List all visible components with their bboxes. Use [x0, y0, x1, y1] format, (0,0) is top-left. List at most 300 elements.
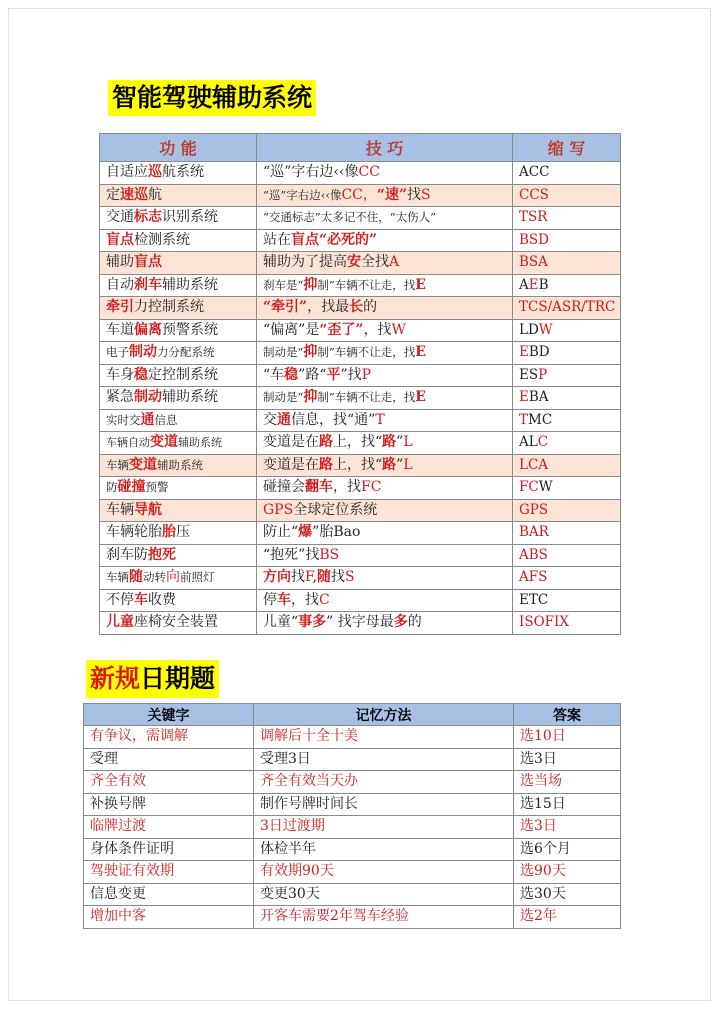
text-segment: 偏离 [134, 321, 162, 338]
text-segment: W [538, 321, 553, 338]
text-segment: ES [519, 366, 539, 383]
keyword-cell: 信息变更 [84, 883, 254, 906]
text-segment: 信息 [154, 412, 178, 427]
technique-cell [257, 409, 513, 432]
keyword-cell: 受理 [84, 748, 254, 771]
title-black-part: 日期题 [140, 664, 216, 693]
adas-table [99, 133, 621, 635]
text-segment: ETC [519, 591, 549, 608]
text-segment: 航系统 [162, 164, 204, 181]
technique-cell [257, 477, 513, 500]
text-segment: 停 [263, 591, 277, 608]
text-segment: 定 [106, 186, 120, 203]
table-row [100, 544, 621, 567]
function-cell [100, 589, 257, 612]
function-cell [100, 409, 257, 432]
text-segment: CC [358, 164, 380, 181]
table-row [84, 883, 621, 906]
table-row [84, 771, 621, 794]
text-segment: MC [528, 411, 553, 428]
text-segment: 刹车 [134, 276, 162, 293]
text-segment: 交 [263, 411, 277, 428]
text-segment: 座椅安全装置 [134, 614, 218, 631]
text-segment: “交通标志”太多记不住，“太伤人” [263, 210, 437, 225]
text-segment: 不停 [106, 591, 134, 608]
memory-method-cell: 变更30天 [254, 883, 514, 906]
text-segment: 辅助系统 [162, 389, 218, 406]
text-segment: A [519, 276, 529, 293]
text-segment: 路 [382, 434, 397, 451]
table-row [84, 726, 621, 749]
text-segment: A [389, 254, 400, 271]
text-segment: C [319, 591, 330, 608]
abbreviation-cell [513, 477, 621, 500]
text-segment: FC [361, 479, 382, 496]
text-segment: 辅助为了提高 [263, 254, 347, 271]
text-segment: W [538, 479, 553, 496]
table-row [84, 816, 621, 839]
technique-cell [257, 432, 513, 455]
function-cell [100, 364, 257, 387]
section-title-adas: 智能驾驶辅助系统 [108, 80, 316, 116]
text-segment: 巡 [148, 164, 162, 181]
dates-table-header [84, 704, 621, 726]
answer-cell: 选3日 [514, 748, 621, 771]
text-segment: 刹车防 [106, 546, 148, 563]
text-segment: 自适应 [106, 164, 148, 181]
abbreviation-cell [513, 162, 621, 185]
technique-cell [257, 319, 513, 342]
text-segment: W [391, 321, 406, 338]
text-segment: 盲点 [291, 231, 319, 248]
abbreviation-cell [513, 274, 621, 297]
answer-cell: 选15日 [514, 793, 621, 816]
text-segment: 标志 [134, 209, 162, 226]
text-segment: 抱死 [148, 546, 176, 563]
text-segment: 抑 [303, 389, 318, 406]
header-memory-method: 记忆方法 [254, 704, 514, 726]
text-segment: ”找 [340, 366, 362, 383]
table-row [100, 274, 621, 297]
table-row [100, 297, 621, 320]
abbreviation-cell [513, 432, 621, 455]
text-segment: 刹车是“ [263, 277, 304, 292]
technique-cell [257, 387, 513, 410]
text-segment: 检测系统 [134, 231, 190, 248]
text-segment: 车辆轮胎 [106, 524, 162, 541]
technique-cell [257, 342, 513, 365]
abbreviation-cell [513, 252, 621, 275]
function-cell [100, 319, 257, 342]
answer-cell: 选当场 [514, 771, 621, 794]
text-segment: ，找 [333, 479, 361, 496]
text-segment: S [345, 569, 355, 586]
text-segment: 碰撞 [117, 479, 146, 496]
text-segment: “必死的” [319, 231, 378, 248]
memory-method-cell: 调解后十全十美 [254, 726, 514, 749]
text-segment: 上，找“ [333, 434, 383, 451]
table-row [100, 207, 621, 230]
abbreviation-cell [513, 229, 621, 252]
text-segment: 防 [106, 480, 118, 495]
text-segment: AFS [519, 569, 548, 586]
adas-table-header [100, 134, 621, 162]
function-cell [100, 274, 257, 297]
text-segment: 车身 [106, 366, 134, 383]
text-segment: 力分配系统 [157, 345, 215, 360]
text-segment: ISOFIX [519, 614, 569, 631]
text-segment: 识别系统 [162, 209, 218, 226]
table-row [100, 409, 621, 432]
function-cell [100, 454, 257, 477]
text-segment: S [421, 186, 431, 203]
table-row [100, 499, 621, 522]
text-segment: 前照灯 [180, 570, 215, 585]
text-segment: 全球定位系统 [293, 501, 378, 518]
text-segment: AL [519, 434, 538, 451]
text-segment: 车辆 [106, 501, 134, 518]
text-segment: 自动 [106, 276, 134, 293]
technique-cell [257, 522, 513, 545]
text-segment: 制动 [134, 389, 162, 406]
title-red-part: 新规 [90, 664, 141, 693]
text-segment: “巡”字右边‹‹像 [263, 164, 359, 181]
text-segment: E [415, 344, 426, 361]
text-segment: 定控制系统 [148, 366, 218, 383]
text-segment: 制”车辆不让走，找 [317, 390, 416, 405]
abbreviation-cell [513, 342, 621, 365]
text-segment: LD [519, 321, 539, 338]
function-cell [100, 297, 257, 320]
text-segment: BD [528, 344, 550, 361]
table-row [100, 567, 621, 590]
technique-cell [257, 499, 513, 522]
text-segment: 通 [140, 411, 155, 428]
text-segment: 车道 [106, 321, 134, 338]
text-segment: GPS [263, 501, 294, 518]
text-segment: “歪了” [319, 321, 364, 338]
abbreviation-cell [513, 184, 621, 207]
header-abbreviation: 缩 写 [513, 134, 621, 162]
text-segment: E [415, 389, 426, 406]
keyword-cell: 身体条件证明 [84, 838, 254, 861]
technique-cell [257, 297, 513, 320]
text-segment: 找 [291, 569, 305, 586]
text-segment: 牵引 [106, 299, 134, 316]
text-segment: 防止“ [263, 524, 299, 541]
text-segment: 盲点 [106, 231, 134, 248]
text-segment: 速巡 [120, 186, 148, 203]
function-cell [100, 544, 257, 567]
table-row [100, 364, 621, 387]
section-title-dates [86, 660, 219, 698]
text-segment: L [403, 456, 413, 473]
text-segment: ABS [519, 546, 548, 563]
text-segment: 航 [148, 186, 162, 203]
text-segment: 车辆 [106, 457, 129, 472]
header-function: 功 能 [100, 134, 257, 162]
text-segment: 随 [317, 569, 331, 586]
text-segment: BSA [519, 254, 548, 271]
text-segment: T [519, 411, 529, 428]
memory-method-cell: 体检半年 [254, 838, 514, 861]
text-segment: ” [396, 434, 404, 451]
technique-cell [257, 364, 513, 387]
text-segment: 制”车辆不让走，找 [317, 277, 416, 292]
table-row [100, 612, 621, 635]
text-segment: E [519, 389, 529, 406]
abbreviation-cell [513, 207, 621, 230]
text-segment: 导航 [134, 501, 162, 518]
table-row [100, 342, 621, 365]
text-segment: 压 [176, 524, 190, 541]
function-cell [100, 522, 257, 545]
text-segment: ”路“ [298, 366, 327, 383]
answer-cell: 选3日 [514, 816, 621, 839]
text-segment: 紧急 [106, 389, 134, 406]
text-segment: 路 [319, 456, 333, 473]
text-segment: 多 [393, 614, 408, 631]
answer-cell: 选10日 [514, 726, 621, 749]
abbreviation-cell [513, 319, 621, 342]
keyword-cell: 驾驶证有效期 [84, 861, 254, 884]
abbreviation-cell [513, 387, 621, 410]
memory-method-cell: 3日过渡期 [254, 816, 514, 839]
text-segment: ” [396, 456, 404, 473]
answer-cell: 选6个月 [514, 838, 621, 861]
text-segment: 安 [347, 254, 361, 271]
table-row [100, 522, 621, 545]
text-segment: 信息，找“通” [291, 411, 376, 428]
text-segment: TCS/ASR/TRC [519, 299, 616, 316]
technique-cell [257, 207, 513, 230]
text-segment: 变道 [129, 456, 157, 473]
keyword-cell: 临牌过渡 [84, 816, 254, 839]
function-cell [100, 387, 257, 410]
text-segment: ，找 [291, 591, 319, 608]
abbreviation-cell [513, 544, 621, 567]
text-segment: B [538, 276, 549, 293]
text-segment: 制”车辆不让走，找 [317, 345, 416, 360]
text-segment: 抑 [303, 344, 318, 361]
function-cell [100, 342, 257, 365]
text-segment: BS [319, 546, 340, 563]
text-segment: 预警 [145, 480, 169, 495]
text-segment: 制动是“ [263, 345, 304, 360]
text-segment: 稳 [134, 366, 148, 383]
table-row [100, 184, 621, 207]
table-row [84, 793, 621, 816]
table-row [100, 252, 621, 275]
table-row [100, 162, 621, 185]
text-segment: 变道是在 [263, 434, 319, 451]
text-segment: 实时交 [106, 412, 141, 427]
abbreviation-cell [513, 612, 621, 635]
keyword-cell: 有争议，需调解 [84, 726, 254, 749]
technique-cell [257, 252, 513, 275]
text-segment: 的 [407, 614, 422, 631]
text-segment: P [538, 366, 548, 383]
abbreviation-cell [513, 409, 621, 432]
function-cell [100, 162, 257, 185]
function-cell [100, 184, 257, 207]
text-segment: 预警系统 [162, 321, 218, 338]
abbreviation-cell [513, 364, 621, 387]
text-segment: “抱死”找 [263, 546, 320, 563]
answer-cell: 选90天 [514, 861, 621, 884]
text-segment: E [528, 276, 539, 293]
text-segment: BA [528, 389, 549, 406]
text-segment: 盲点 [134, 254, 162, 271]
text-segment: 随 [129, 569, 143, 586]
answer-cell: 选30天 [514, 883, 621, 906]
abbreviation-cell [513, 522, 621, 545]
function-cell [100, 432, 257, 455]
technique-cell [257, 589, 513, 612]
text-segment: 路 [319, 434, 333, 451]
header-answer: 答案 [514, 704, 621, 726]
abbreviation-cell [513, 589, 621, 612]
text-segment: 胎 [162, 524, 176, 541]
text-segment: T [375, 411, 385, 428]
table-row [100, 387, 621, 410]
technique-cell [257, 274, 513, 297]
memory-method-cell: 齐全有效当天办 [254, 771, 514, 794]
table-row [84, 748, 621, 771]
text-segment: BSD [519, 231, 549, 248]
abbreviation-cell [513, 297, 621, 320]
text-segment: 找 [407, 186, 422, 203]
technique-cell [257, 162, 513, 185]
function-cell [100, 207, 257, 230]
text-segment: 通 [277, 411, 291, 428]
text-segment: 变道 [150, 434, 178, 451]
text-segment: 方 [263, 569, 277, 586]
technique-cell [257, 229, 513, 252]
technique-cell [257, 567, 513, 590]
answer-cell: 选2年 [514, 906, 621, 929]
text-segment: C [537, 434, 549, 451]
text-segment: 车辆自动 [106, 436, 150, 450]
text-segment: CC， [341, 186, 377, 203]
table-row [84, 861, 621, 884]
text-segment: BAR [519, 524, 549, 541]
header-technique: 技 巧 [257, 134, 513, 162]
text-segment: 电子 [106, 345, 129, 360]
text-segment: “牵引” [263, 299, 308, 316]
table-row [84, 838, 621, 861]
text-segment: 路 [382, 456, 397, 473]
text-segment: ”胎Bao [312, 524, 361, 541]
abbreviation-cell [513, 454, 621, 477]
text-segment: 爆 [298, 524, 313, 541]
text-segment: 交通 [106, 209, 134, 226]
function-cell [100, 229, 257, 252]
table-row [100, 432, 621, 455]
text-segment: TSR [519, 209, 548, 226]
dates-table [83, 703, 621, 929]
memory-method-cell: 制作号牌时间长 [254, 793, 514, 816]
text-segment: “速” [376, 186, 408, 203]
text-segment: ACC [519, 164, 550, 181]
text-segment: 站在 [263, 231, 291, 248]
technique-cell [257, 544, 513, 567]
text-segment: L [403, 434, 413, 451]
table-row [100, 454, 621, 477]
text-segment: CCS [519, 186, 549, 203]
technique-cell [257, 454, 513, 477]
table-row [84, 906, 621, 929]
text-segment: 碰撞会 [263, 479, 305, 496]
text-segment: 平 [326, 366, 341, 383]
table-row [100, 477, 621, 500]
keyword-cell: 补换号牌 [84, 793, 254, 816]
abbreviation-cell [513, 499, 621, 522]
keyword-cell: 齐全有效 [84, 771, 254, 794]
text-segment: 辅助系统 [162, 276, 218, 293]
text-segment: P [361, 366, 372, 383]
text-segment: 制动 [129, 344, 157, 361]
text-segment: 儿童 [106, 614, 134, 631]
text-segment: “巡”字右边‹‹像 [263, 187, 342, 202]
function-cell [100, 567, 257, 590]
function-cell [100, 477, 257, 500]
text-segment: 动转 [143, 570, 166, 585]
text-segment: 向 [166, 569, 180, 586]
text-segment: 抑 [303, 276, 318, 293]
text-segment: 车 [277, 591, 291, 608]
function-cell [100, 252, 257, 275]
header-keyword: 关键字 [84, 704, 254, 726]
table-row [100, 319, 621, 342]
text-segment: 变道是在 [263, 456, 319, 473]
text-segment: 辅助 [106, 254, 134, 271]
function-cell [100, 612, 257, 635]
text-segment: , [312, 569, 317, 586]
text-segment: 事多 [298, 614, 327, 631]
table-row [100, 229, 621, 252]
text-segment: E [519, 344, 529, 361]
text-segment: GPS [519, 501, 549, 518]
text-segment: 辅助系统 [157, 457, 203, 472]
text-segment: FC [519, 479, 539, 496]
text-segment: “车 [263, 366, 285, 383]
text-segment: 全找 [361, 254, 389, 271]
memory-method-cell: 受理3日 [254, 748, 514, 771]
technique-cell [257, 184, 513, 207]
abbreviation-cell [513, 567, 621, 590]
text-segment: 车 [134, 591, 148, 608]
text-segment: 稳 [284, 366, 299, 383]
text-segment: 的 [363, 299, 378, 316]
text-segment: ” 找字母最 [326, 614, 394, 631]
keyword-cell: 增加中客 [84, 906, 254, 929]
text-segment: 车辆 [106, 570, 129, 585]
text-segment: 辅助系统 [178, 436, 222, 450]
text-segment: “偏离”是 [263, 321, 320, 338]
text-segment: LCA [519, 456, 549, 473]
technique-cell [257, 612, 513, 635]
text-segment: ，找 [363, 321, 392, 338]
memory-method-cell: 有效期90天 [254, 861, 514, 884]
text-segment: 制动是“ [263, 390, 304, 405]
text-segment: 力控制系统 [134, 299, 204, 316]
text-segment: 长 [349, 299, 364, 316]
function-cell [100, 499, 257, 522]
text-segment: 向 [277, 569, 291, 586]
memory-method-cell: 开客车需要2年驾车经验 [254, 906, 514, 929]
table-row [100, 589, 621, 612]
